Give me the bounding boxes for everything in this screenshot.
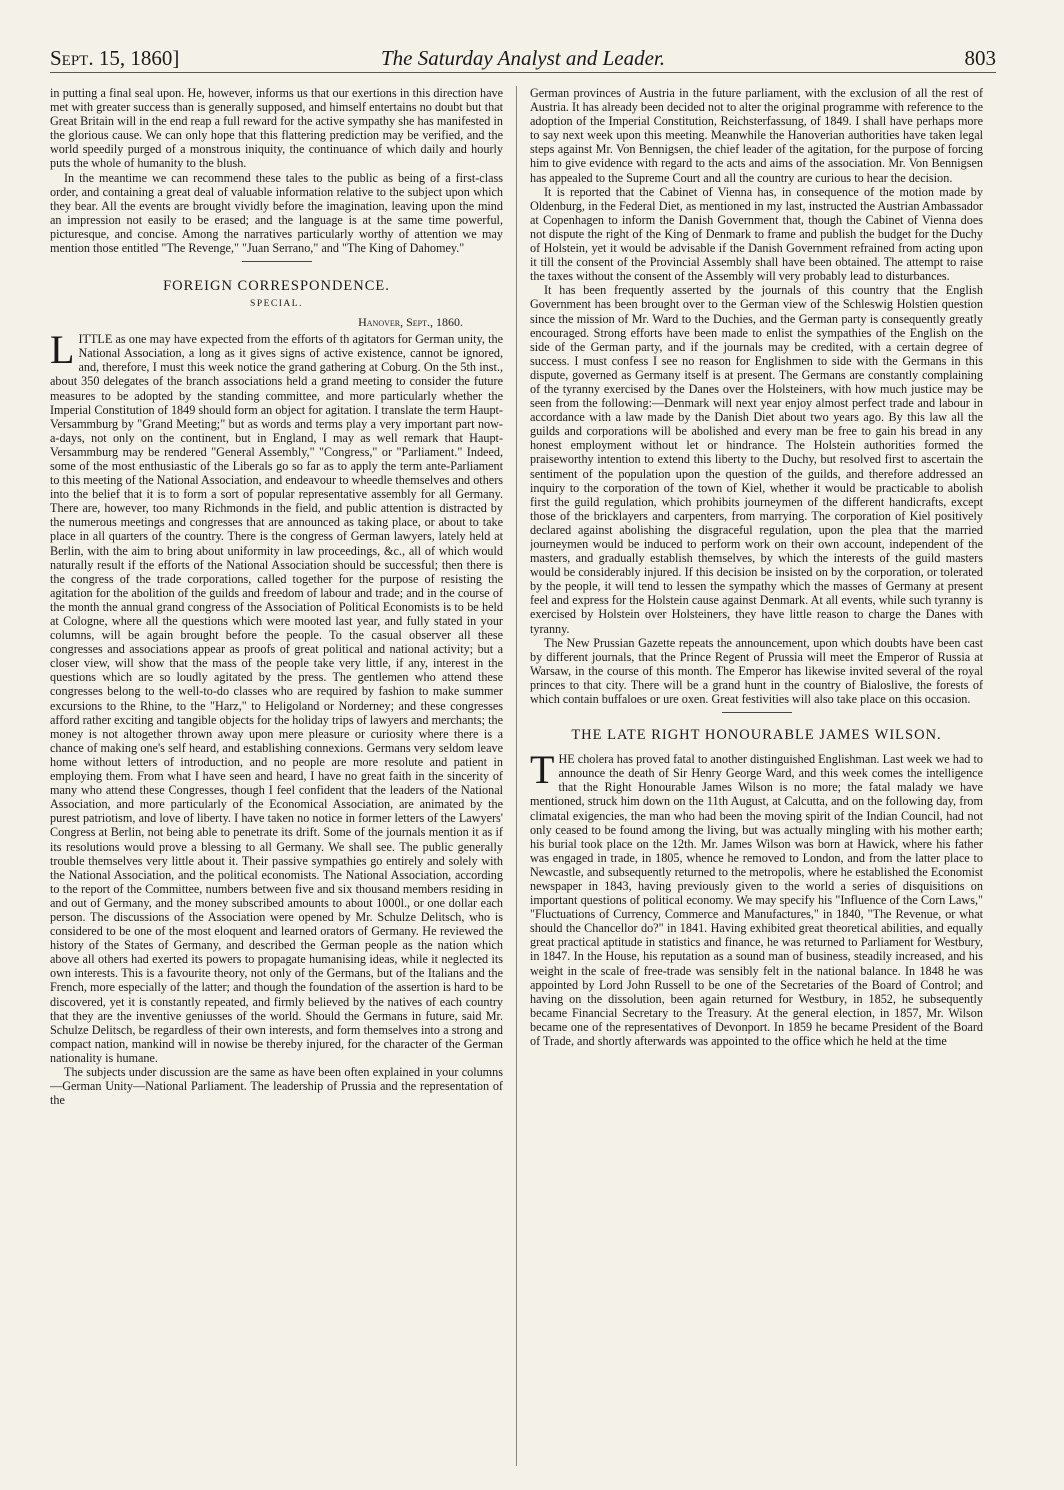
review-paragraph-1: in putting a final seal upon. He, however, informs us that our exertions in this direction have met with greater success than is generally supposed, and himself entertains no doubt but that Great Britain will in the end reap a full reward for the active sympathy she has manifested in the glorious cause. We can only hope that this flattering prediction may be verified, and the world speedily purged of a monstrous iniquity, the continuance of which daily and hourly puts the whole of humanity to the blush. — [50, 86, 503, 171]
drop-cap-2: T — [530, 747, 555, 793]
correspondence-paragraph-5: It has been frequently asserted by the journals of this country that the English Government has been brought over to the German view of the Schleswig Holstien question since the mission of Mr. Ward to the Duchies, and the German party is consequently greatly encouraged. Strong efforts have been made to enlist the sympathies of the English on the side of the German party, and if the journals may be credited, with a certain degree of success. I must confess I see no reason for Englishmen to side with the Germans in this dispute, governed as Germany itself is at present. The Germans are constantly complaining of the tyranny exercised by the Danes over the Holsteiners, with how much justice may be seen from the following:—Denmark will next year enjoy almost perfect trade and labour in accordance with a law made by the Danish Diet about two years ago. By this law all the guilds and corporations will be abolished and every man be free to gain his bread in any honest employment without let or hindrance. The Holstein authorities formed the praiseworthy intention to extend this liberty to the Duchy, but resolved first to ascertain the sentiment of the population upon the question of the guilds, and therefore addressed an inquiry to the corporation of the town of Kiel, whether it would be practicable to abolish first the guild regulation, which prohibits journeymen of the different handicrafts, except those of the bricklayers and carpenters, from marrying. The corporation of Kiel positively declared against abolishing the disgraceful regulation, upon the plea that the married journeymen would be induced to perform work on their own account, independent of the masters, and gradually establish themselves, by which the interests of the guild masters would be considerably injured. If this decision be insisted on by the corporation, or tolerated by the people, it will tend to lessen the sympathy which the masses of Germany at present feel and express for the Holstein cause against Denmark. At all events, while such tyranny is exercised by Holstein over Holsteiners, they have little reason to charge the Danes with tyranny. — [530, 283, 983, 636]
correspondence-text-1: ITTLE as one may have expected from the efforts of th agitators for German unity, the National Association, a long as it gives signs of active existence, cannot be ignored, and, therefore, I must this week notice the grand gathering at Coburg. On the 5th inst., about 350 delegates of the branch associations held a grand meeting to consider the future measures to be adopted by the standing committee, and more particularly whether the Imperial Constitution of 1849 should form an object for agitation. I translate the term Haupt-Versammburg by "Grand Meeting;" but as words and terms play a very important part now-a-days, not only on the continent, but in England, I may as well remark that Haupt-Versammburg may be rendered "General Assembly," "Congress," or "Parliament." Indeed, some of the most enthusiastic of the Liberals go so far as to apply the term ante-Parliament to this meeting of the National Association, and endeavour to wheedle themselves and others into the belief that it is to form a sort of popular representative assembly for all Germany. There are, however, too many Richmonds in the field, and public attention is distracted by the numerous meetings and congresses that are announced as taking place, or about to take place in all quarters of the country. There is the congress of German lawyers, lately held at Berlin, with the aim to bring about uniformity in law proceedings, &c., all of which would naturally result if the efforts of the National Association should be successful; then there is the congress of the trade corporations, called together for the purpose of resisting the agitation for the abolition of the guilds and freedom of labour and trade; and in the course of the month the annual grand congress of the Association of Political Economists is to be held at Cologne, where all the questions which were mooted last year, and fully stated in your columns, will be again brought before the people. To the casual observer all these congresses and associations appear as proofs of great political and national activity; but a closer view, will show that the mass of the people take very little, if any, interest in the questions which are so loudly agitated by the press. The gentlemen who attend these congresses belong to the well-to-do classes who are required by fashion to make summer excursions to the Rhine, to the "Harz," to Heligoland or Norderney; and these congresses afford rather exciting and tangible objects for the holiday trips of lawyers and merchants; the money is not altogether thrown away upon mere pleasure or curiosity where there is a chance of making one's self heard, and establishing connexions. Germans very seldom leave home without letters of introduction, and no people are more resolute and patient in employing them. From what I have seen and heard, I have no great faith in the sincerity of many who attend these Congresses, though I feel confident that the leaders of the National Association, and more particularly of the Economical Association, are animated by the purest patriotism, and love of liberty. I have taken no notice in former letters of the Lawyers' Congress at Berlin, not being able to penetrate its drift. Some of the journals mention it as if its resolutions would prove a blessing to all Germany. We shall see. The public generally trouble themselves very little about it. Their passive sympathies go entirely and solely with the National Association, and the political economists. The National Association, according to the report of the Committee, numbers between five and six thousand members residing in and out of Germany, and the money subscribed amounts to about 1000l., or one dollar each person. The discussions of the Association were opened by Mr. Schulze Delitsch, who is considered to be one of the most eloquent and learned orators of Germany. He reviewed the history of the States of Germany, and described the German people as the nation which above all others had exerted its powers to propagate humanising ideas, while it neglected its own interests. This is a favourite theory, not only of the Germans, but of the Italians and the French, more especially of the latter; and though the foundation of the assertion is hard to be discovered, yet it is constantly repeated, and firmly believed by the natives of each country that they are the inventive geniusses of the world. Should the Germans in future, said Mr. Schulze Delitsch, be regardless of their own interests, and form themselves into a strong and compact nation, mankind will in nowise be thereby injured, for the character of the German nationality is humane. — [50, 332, 503, 1065]
left-column — [50, 86, 503, 1466]
newspaper-page — [50, 44, 996, 1464]
dateline: Hanover, Sept., 1860. — [358, 315, 463, 330]
correspondence-paragraph-6: The New Prussian Gazette repeats the announcement, upon which doubts have been cast by different journals, that the Prince Regent of Prussia will meet the Emperor of Russia at Warsaw, in the course of this month. The Emperor has likewise invited several of the royal princes to that city. There will be a grand hunt in the country of Bialoslive, the forests of which contain buffaloes or ure oxen. Great festivities will also take place on this occasion. — [530, 635, 983, 707]
page-header — [50, 44, 996, 73]
obituary-title: THE LATE RIGHT HONOURABLE JAMES WILSON. — [571, 727, 942, 744]
section-rule-2 — [722, 712, 792, 713]
correspondence-paragraph-2: The subjects under discussion are the same as have been often explained in your columns—German Unity—National Parliament. The leadership of Prussia and the representation of the — [50, 1065, 503, 1108]
column-divider — [516, 86, 517, 1466]
header-date: Sept. 15, 1860] — [50, 46, 180, 70]
publication-title: The Saturday Analyst and Leader. — [380, 46, 666, 70]
obituary-text: HE cholera has proved fatal to another distinguished Englishman. Last week we had to announce the death of Sir Henry George Ward, and this week comes the intelligence that the Right Honourable James Wilson is no more; the fatal malady we have mentioned, struck him down on the 11th August, at Calcutta, and on the following day, from climatal exigencies, the man who had been the moving spirit of the Indian Council, had not only ceased to be found among the living, but was actually mingling with his mother earth; his burial took place on the 12th. Mr. James Wilson was born at Hawick, where his father was engaged in trade, in 1805, whence he removed to London, and from the latter place to Newcastle, and subsequently returned to the metropolis, where he established the Economist newspaper in 1843, having previously given to the world a series of disquisitions on important questions of political economy. We may specify his "Influence of the Corn Laws," "Fluctuations of Currency, Commerce and Manufactures," in 1840, "The Revenue, or what should the Chancellor do?" in 1841. Having exhibited great theoretical abilities, and equally great practical aptitude in statistics and finance, he was returned to Parliament for Westbury, in 1847. In the House, his reputation as a sound man of business, steadily increased, and his weight in the scale of free-trade was sensibly felt in the national balance. In 1848 he was appointed by Lord John Russell to be one of the Secretaries of the Board of Control; and having on the dissolution, been again returned for Westbury, in 1852, he subsequently became Financial Secretary to the Treasury. At the general election, in 1857, Mr. Wilson became one of the representatives of Devonport. In 1859 he became President of the Board of Trade, and shortly afterwards was appointed to the office which he held at the time — [530, 752, 983, 1048]
section-title: FOREIGN CORRESPONDENCE. — [163, 278, 390, 295]
correspondence-paragraph-3: German provinces of Austria in the future parliament, with the exclusion of all the rest of Austria. It has already been decided not to alter the original programme with reference to the adoption of the Imperial Constitution, Reichsterfassung, of 1849. I shall have perhaps more to say next week upon this meeting. Meanwhile the Hanoverian authorities have taken legal steps against Mr. Von Bennigsen, the chief leader of the agitation, for the purpose of forcing him to give evidence with regard to the acts and aims of the association. Mr. Von Bennigsen has appealed to the Supreme Court and all the country are curious to hear the decision. — [530, 86, 983, 185]
right-column — [530, 86, 983, 1466]
section-rule — [242, 261, 312, 262]
page-number: 803 — [964, 46, 996, 70]
drop-cap: L — [50, 327, 75, 373]
correspondence-paragraph-1 — [50, 327, 503, 1065]
obituary-paragraph — [530, 747, 983, 1048]
correspondence-paragraph-4: It is reported that the Cabinet of Vienna has, in consequence of the motion made by Oldenburg, in the Federal Diet, as mentioned in my last, instructed the Austrian Ambassador at Copenhagen to inform the Danish Government that, though the Cabinet of Vienna does not dispute the right of the King of Denmark to frame and publish the budget for the Duchy of Holstein, yet it would be advisable if the Danish Government refrained from acting upon it till the consent of the Provincial Assembly shall have been obtained. The attempt to raise the taxes without the consent of the Assembly will very probably lead to disturbances. — [530, 184, 983, 284]
body-columns — [50, 86, 996, 1464]
section-subtitle: SPECIAL. — [250, 299, 303, 310]
review-paragraph-2: In the meantime we can recommend these tales to the public as being of a first-class order, and containing a great deal of valuable information relative to the subject upon which they bear. All the events are brought vividly before the imagination, leaving upon the mind an impression not easily to be erased; and the language is at the same time powerful, picturesque, and concise. Among the narratives particularly worthy of attention we may mention those entitled "The Revenge," "Juan Serrano," and "The King of Dahomey." — [50, 170, 503, 256]
